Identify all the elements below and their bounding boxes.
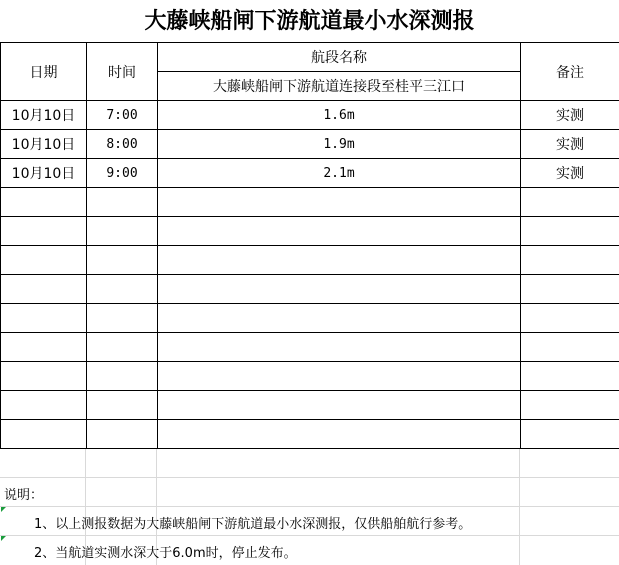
empty-cell[interactable] [521, 188, 619, 217]
empty-cell[interactable] [158, 304, 521, 333]
table-row [1, 101, 619, 130]
empty-cell[interactable] [1, 246, 87, 275]
empty-cell[interactable] [87, 420, 158, 449]
empty-cell[interactable] [158, 246, 521, 275]
empty-row [1, 333, 619, 362]
empty-cell[interactable] [521, 333, 619, 362]
empty-cell[interactable] [87, 246, 158, 275]
empty-cell[interactable] [1, 391, 87, 420]
empty-cell[interactable] [1, 304, 87, 333]
depth-cell[interactable]: 1.6m [158, 101, 521, 130]
empty-cell[interactable] [521, 391, 619, 420]
note-line-1: 1、以上测报数据为大藤峡船闸下游航道最小水深测报，仅供船舶航行参考。 [34, 517, 472, 532]
header-segment[interactable]: 大藤峡船闸下游航道连接段至桂平三江口 [158, 72, 521, 101]
empty-cell[interactable] [1, 333, 87, 362]
gridline [0, 477, 619, 478]
empty-cell[interactable] [521, 420, 619, 449]
empty-cell[interactable] [521, 275, 619, 304]
empty-row [1, 217, 619, 246]
remark-cell[interactable]: 实测 [521, 101, 619, 130]
empty-cell[interactable] [1, 362, 87, 391]
empty-row [1, 304, 619, 333]
remark-cell[interactable]: 实测 [521, 159, 619, 188]
header-time[interactable]: 时间 [87, 43, 158, 101]
empty-cell[interactable] [521, 362, 619, 391]
empty-cell[interactable] [87, 275, 158, 304]
comment-marker-icon [1, 536, 6, 541]
empty-cell[interactable] [158, 420, 521, 449]
empty-cell[interactable] [158, 333, 521, 362]
gridline [519, 449, 520, 565]
date-cell[interactable]: 10月10日 [1, 159, 87, 188]
empty-cell[interactable] [1, 275, 87, 304]
comment-marker-icon [1, 507, 6, 512]
empty-cell[interactable] [87, 304, 158, 333]
empty-cell[interactable] [521, 246, 619, 275]
page-title: 大藤峡船闸下游航道最小水深测报 [144, 8, 475, 34]
empty-cell[interactable] [87, 188, 158, 217]
date-cell[interactable]: 10月10日 [1, 130, 87, 159]
table-row [1, 159, 619, 188]
notes-area [0, 449, 619, 565]
empty-cell[interactable] [158, 275, 521, 304]
note-line-2: 2、当航道实测水深大于6.0m时，停止发布。 [34, 546, 297, 561]
empty-cell[interactable] [158, 217, 521, 246]
empty-cell[interactable] [87, 362, 158, 391]
empty-cell[interactable] [1, 420, 87, 449]
date-cell[interactable]: 10月10日 [1, 101, 87, 130]
notes-label: 说明： [4, 488, 44, 503]
empty-row [1, 391, 619, 420]
empty-cell[interactable] [521, 217, 619, 246]
empty-cell[interactable] [1, 217, 87, 246]
header-row-1 [1, 43, 619, 72]
empty-row [1, 420, 619, 449]
header-remark[interactable]: 备注 [521, 43, 619, 101]
header-segment-group[interactable]: 航段名称 [158, 43, 521, 72]
empty-cell[interactable] [158, 391, 521, 420]
depth-cell[interactable]: 2.1m [158, 159, 521, 188]
empty-row [1, 246, 619, 275]
gridline [0, 535, 619, 536]
empty-cell[interactable] [158, 362, 521, 391]
depth-cell[interactable]: 1.9m [158, 130, 521, 159]
header-date[interactable]: 日期 [1, 43, 87, 101]
empty-cell[interactable] [521, 304, 619, 333]
time-cell[interactable]: 8:00 [87, 130, 158, 159]
empty-row [1, 188, 619, 217]
empty-cell[interactable] [1, 188, 87, 217]
time-cell[interactable]: 7:00 [87, 101, 158, 130]
table-row [1, 130, 619, 159]
empty-cell[interactable] [87, 333, 158, 362]
empty-cell[interactable] [87, 217, 158, 246]
empty-cell[interactable] [87, 391, 158, 420]
empty-cell[interactable] [158, 188, 521, 217]
time-cell[interactable]: 9:00 [87, 159, 158, 188]
empty-row [1, 275, 619, 304]
empty-row [1, 362, 619, 391]
remark-cell[interactable]: 实测 [521, 130, 619, 159]
gridline [0, 506, 619, 507]
depth-report-table [0, 42, 619, 449]
